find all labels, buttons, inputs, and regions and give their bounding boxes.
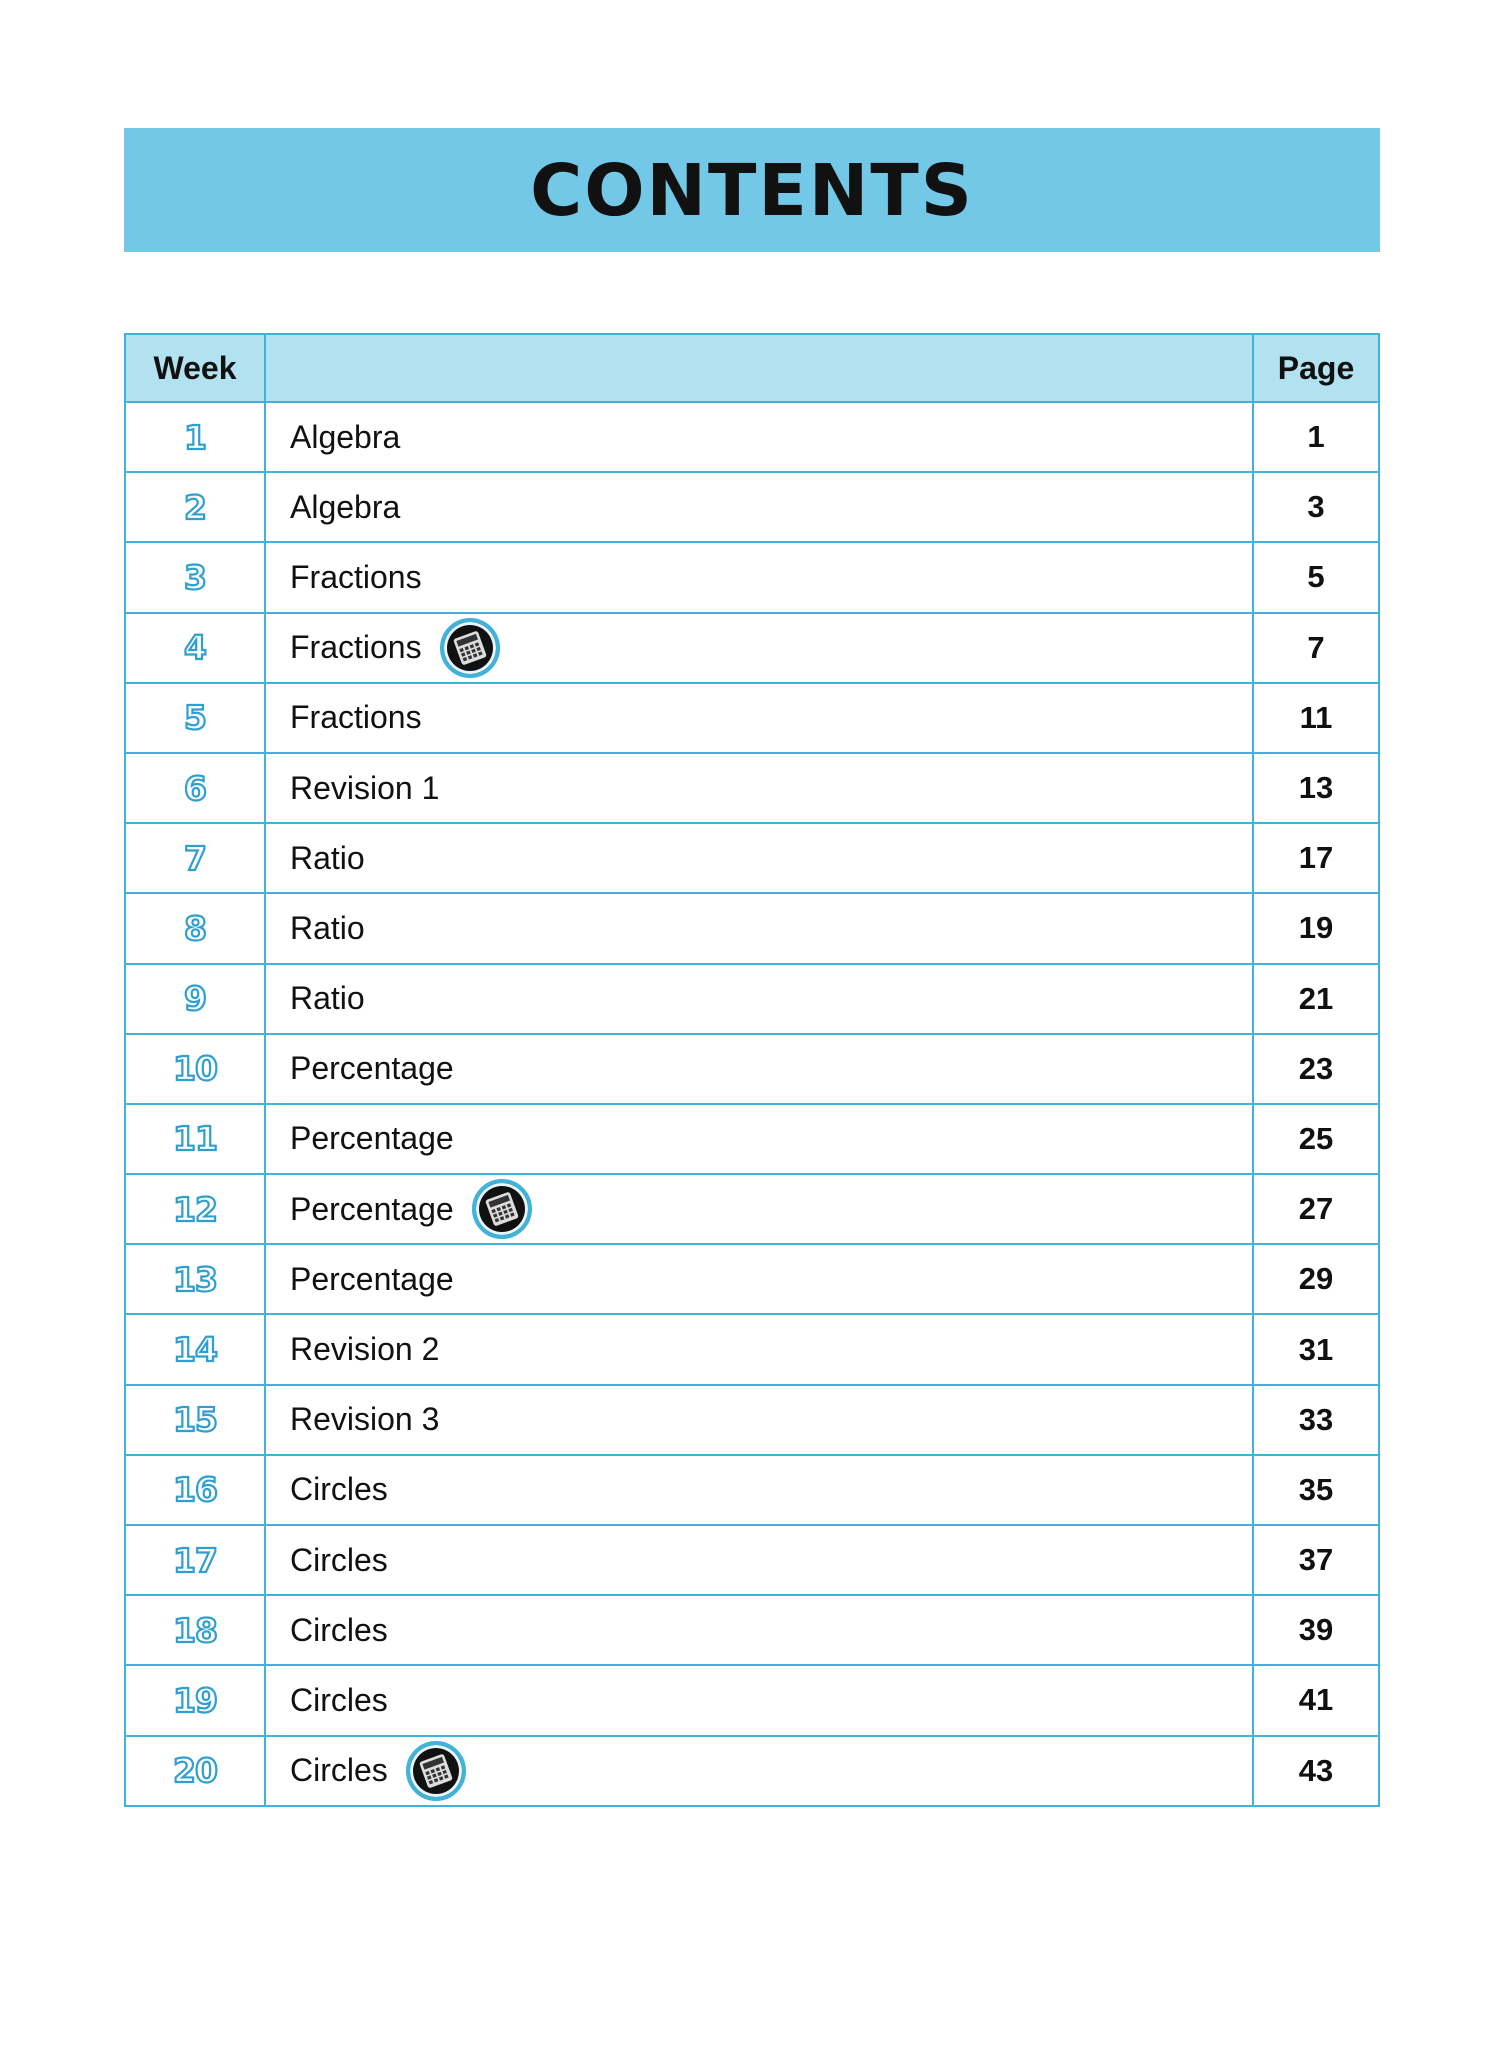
page-cell [1254, 1245, 1378, 1313]
week-number: 12 [173, 1189, 217, 1229]
header-week: Week [126, 335, 266, 401]
week-cell [126, 1596, 266, 1664]
week-cell [126, 543, 266, 611]
table-row [126, 1524, 1378, 1594]
week-number: 13 [173, 1259, 217, 1299]
calculator-badge-icon [472, 1179, 532, 1239]
week-cell [126, 894, 266, 962]
topic-label: Percentage [290, 1190, 454, 1227]
week-cell [126, 1666, 266, 1734]
topic-cell [266, 1386, 1254, 1454]
page-cell [1254, 1456, 1378, 1524]
table-row [126, 1664, 1378, 1734]
topic-label: Ratio [290, 839, 365, 876]
week-cell [126, 473, 266, 541]
page-number: 29 [1298, 1261, 1334, 1297]
week-number: 4 [184, 628, 206, 668]
topic-label: Revision 2 [290, 1331, 440, 1368]
table-row [126, 822, 1378, 892]
topic-label: Fractions [290, 558, 422, 595]
topic-label: Circles [290, 1471, 388, 1508]
page-number: 21 [1298, 980, 1334, 1016]
page-number: 11 [1299, 699, 1333, 735]
topic-cell [266, 754, 1254, 822]
table-row [126, 401, 1378, 471]
page-cell [1254, 1035, 1378, 1103]
topic-label: Circles [290, 1541, 388, 1578]
week-number: 6 [184, 768, 206, 808]
page-number: 19 [1298, 910, 1334, 946]
page-number: 33 [1298, 1401, 1334, 1437]
topic-cell [266, 1456, 1254, 1524]
week-cell [126, 824, 266, 892]
page-cell [1254, 403, 1378, 471]
week-cell [126, 1175, 266, 1243]
title-banner [124, 128, 1380, 252]
table-row [126, 1384, 1378, 1454]
header-page: Page [1277, 349, 1355, 386]
page-number: 5 [1307, 559, 1325, 595]
table-row [126, 1735, 1378, 1805]
week-cell [126, 965, 266, 1033]
week-cell [126, 614, 266, 682]
topic-label: Fractions [290, 629, 422, 666]
topic-label: Fractions [290, 699, 422, 736]
topic-label: Percentage [290, 1120, 454, 1157]
table-row [126, 1173, 1378, 1243]
topic-cell [266, 1175, 1254, 1243]
page-cell [1254, 473, 1378, 541]
week-cell [126, 1456, 266, 1524]
page-number: 3 [1307, 489, 1325, 525]
week-number: 7 [184, 838, 206, 878]
topic-label: Revision 3 [290, 1401, 440, 1438]
page-cell [1254, 754, 1378, 822]
topic-cell [266, 403, 1254, 471]
topic-cell [266, 473, 1254, 541]
week-number: 17 [173, 1540, 217, 1580]
topic-label: Circles [290, 1611, 388, 1648]
topic-label: Algebra [290, 418, 401, 455]
page-cell [1254, 1175, 1378, 1243]
week-cell [126, 1526, 266, 1594]
page-cell [1254, 824, 1378, 892]
page-cell [1254, 1596, 1378, 1664]
topic-label: Circles [290, 1752, 388, 1789]
week-cell [126, 1737, 266, 1805]
topic-label: Ratio [290, 909, 365, 946]
page-number: 17 [1298, 840, 1334, 876]
page-number: 25 [1298, 1120, 1334, 1156]
page-number: 13 [1298, 770, 1334, 806]
topic-label: Percentage [290, 1260, 454, 1297]
page-cell [1254, 1666, 1378, 1734]
topic-cell [266, 824, 1254, 892]
week-number: 1 [184, 417, 206, 457]
topic-label: Revision 1 [290, 769, 440, 806]
topic-cell [266, 684, 1254, 752]
week-number: 20 [173, 1751, 217, 1791]
week-number: 9 [184, 979, 206, 1019]
topic-cell [266, 1105, 1254, 1173]
week-cell [126, 754, 266, 822]
page-number: 1 [1307, 419, 1325, 455]
page-number: 39 [1298, 1612, 1334, 1648]
page-cell [1254, 1386, 1378, 1454]
contents-table [124, 333, 1380, 1807]
calculator-badge-icon [440, 618, 500, 678]
header-topic [266, 335, 1254, 401]
table-row [126, 1594, 1378, 1664]
topic-cell [266, 1035, 1254, 1103]
topic-label: Circles [290, 1681, 388, 1718]
page-cell [1254, 543, 1378, 611]
table-header-row [126, 335, 1378, 401]
page-number: 23 [1298, 1050, 1334, 1086]
page-cell [1254, 1105, 1378, 1173]
week-number: 19 [173, 1680, 217, 1720]
week-number: 2 [184, 487, 206, 527]
table-row [126, 963, 1378, 1033]
page-cell [1254, 1526, 1378, 1594]
page-number: 35 [1298, 1471, 1334, 1507]
table-row [126, 612, 1378, 682]
topic-cell [266, 543, 1254, 611]
page-number: 41 [1298, 1682, 1334, 1718]
table-row [126, 1454, 1378, 1524]
page-cell [1254, 1737, 1378, 1805]
topic-cell [266, 894, 1254, 962]
topic-cell [266, 1245, 1254, 1313]
week-cell [126, 403, 266, 471]
week-number: 16 [173, 1470, 217, 1510]
week-number: 3 [184, 557, 206, 597]
table-row [126, 471, 1378, 541]
page-number: 7 [1307, 629, 1325, 665]
topic-cell [266, 1315, 1254, 1383]
table-row [126, 682, 1378, 752]
week-cell [126, 684, 266, 752]
topic-label: Percentage [290, 1050, 454, 1087]
week-number: 10 [173, 1049, 217, 1089]
week-number: 8 [184, 908, 206, 948]
topic-cell [266, 1737, 1254, 1805]
table-row [126, 1103, 1378, 1173]
topic-cell [266, 965, 1254, 1033]
table-row [126, 752, 1378, 822]
topic-cell [266, 1596, 1254, 1664]
page-cell [1254, 965, 1378, 1033]
page-number: 27 [1298, 1191, 1334, 1227]
page-number: 31 [1298, 1331, 1334, 1367]
week-number: 11 [173, 1119, 217, 1159]
page-cell [1254, 614, 1378, 682]
week-number: 15 [173, 1400, 217, 1440]
page-number: 37 [1298, 1542, 1334, 1578]
week-number: 5 [184, 698, 206, 738]
page-cell [1254, 894, 1378, 962]
week-cell [126, 1386, 266, 1454]
week-cell [126, 1315, 266, 1383]
week-number: 18 [173, 1610, 217, 1650]
topic-cell [266, 1666, 1254, 1734]
table-row [126, 1313, 1378, 1383]
week-cell [126, 1035, 266, 1103]
week-cell [126, 1245, 266, 1313]
page-cell [1254, 684, 1378, 752]
topic-label: Ratio [290, 980, 365, 1017]
page-cell [1254, 1315, 1378, 1383]
table-row [126, 892, 1378, 962]
page-title: CONTENTS [530, 148, 974, 232]
week-number: 14 [173, 1330, 217, 1370]
topic-cell [266, 1526, 1254, 1594]
topic-cell [266, 614, 1254, 682]
page-number: 43 [1298, 1752, 1334, 1788]
week-cell [126, 1105, 266, 1173]
table-row [126, 1243, 1378, 1313]
table-row [126, 1033, 1378, 1103]
table-row [126, 541, 1378, 611]
calculator-badge-icon [406, 1741, 466, 1801]
topic-label: Algebra [290, 488, 401, 525]
